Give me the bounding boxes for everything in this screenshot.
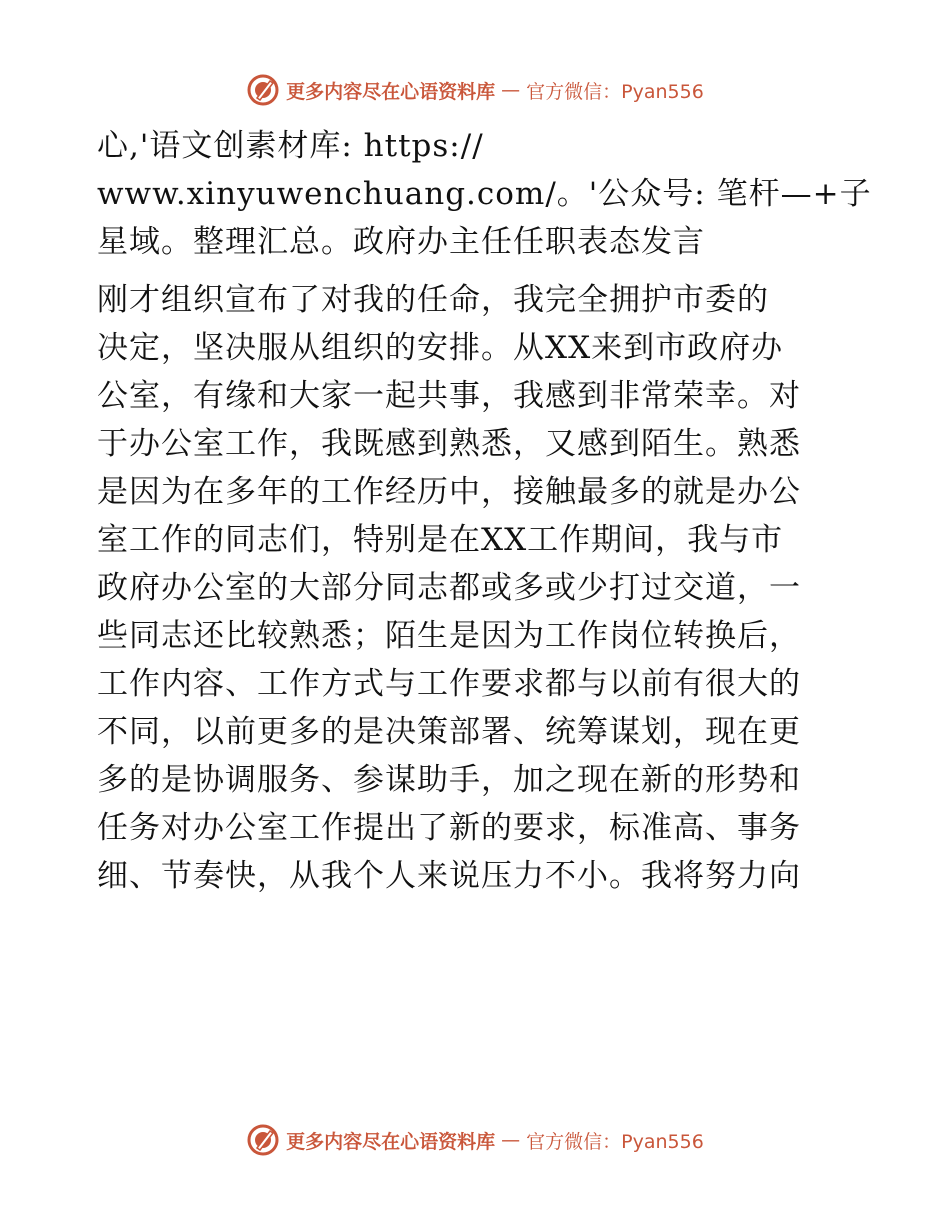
body-line: 工作内容、工作方式与工作要求都与以前有很大的: [97, 666, 801, 702]
banner-text: 更多内容尽在心语资料库: [286, 1130, 496, 1153]
document-body: [97, 122, 872, 900]
logo-icon: [246, 1123, 280, 1157]
banner-separator: —: [501, 79, 521, 101]
header-banner: [0, 70, 950, 110]
body-line: 多的是协调服务、参谋助手，加之现在新的形势和: [97, 762, 801, 798]
body-line: 决定，坚决服从组织的安排。从XX来到市政府办: [97, 330, 784, 366]
footer-banner: [0, 1120, 950, 1160]
body-line: 任务对办公室工作提出了新的要求，标准高、事务: [97, 810, 801, 846]
body-line: 室工作的同志们，特别是在XX工作期间，我与市: [97, 522, 784, 558]
intro-paragraph: [97, 122, 872, 266]
intro-line: www.xinyuwenchuang.com/。'公众号: 笔杆—+子: [97, 176, 872, 212]
body-line: 政府办公室的大部分同志都或多或少打过交道，一: [97, 570, 801, 606]
logo-icon: [246, 73, 280, 107]
banner-contact: 官方微信：Pyan556: [526, 80, 704, 103]
body-line: 细、节奏快，从我个人来说压力不小。我将努力向: [97, 858, 801, 894]
intro-line: 星域。整理汇总。政府办主任任职表态发言: [97, 224, 705, 260]
body-line: 些同志还比较熟悉；陌生是因为工作岗位转换后，: [97, 618, 801, 654]
banner-separator: —: [501, 1129, 521, 1151]
intro-line: 心,'语文创素材库: https://: [97, 128, 484, 164]
body-line: 不同，以前更多的是决策部署、统筹谋划，现在更: [97, 714, 801, 750]
body-paragraph: [97, 276, 857, 900]
body-line: 于办公室工作，我既感到熟悉，又感到陌生。熟悉: [97, 426, 801, 462]
banner-text: 更多内容尽在心语资料库: [286, 80, 496, 103]
body-line: 刚才组织宣布了对我的任命，我完全拥护市委的: [97, 282, 769, 318]
body-line: 是因为在多年的工作经历中，接触最多的就是办公: [97, 474, 801, 510]
banner-contact: 官方微信：Pyan556: [526, 1130, 704, 1153]
body-line: 公室，有缘和大家一起共事，我感到非常荣幸。对: [97, 378, 801, 414]
